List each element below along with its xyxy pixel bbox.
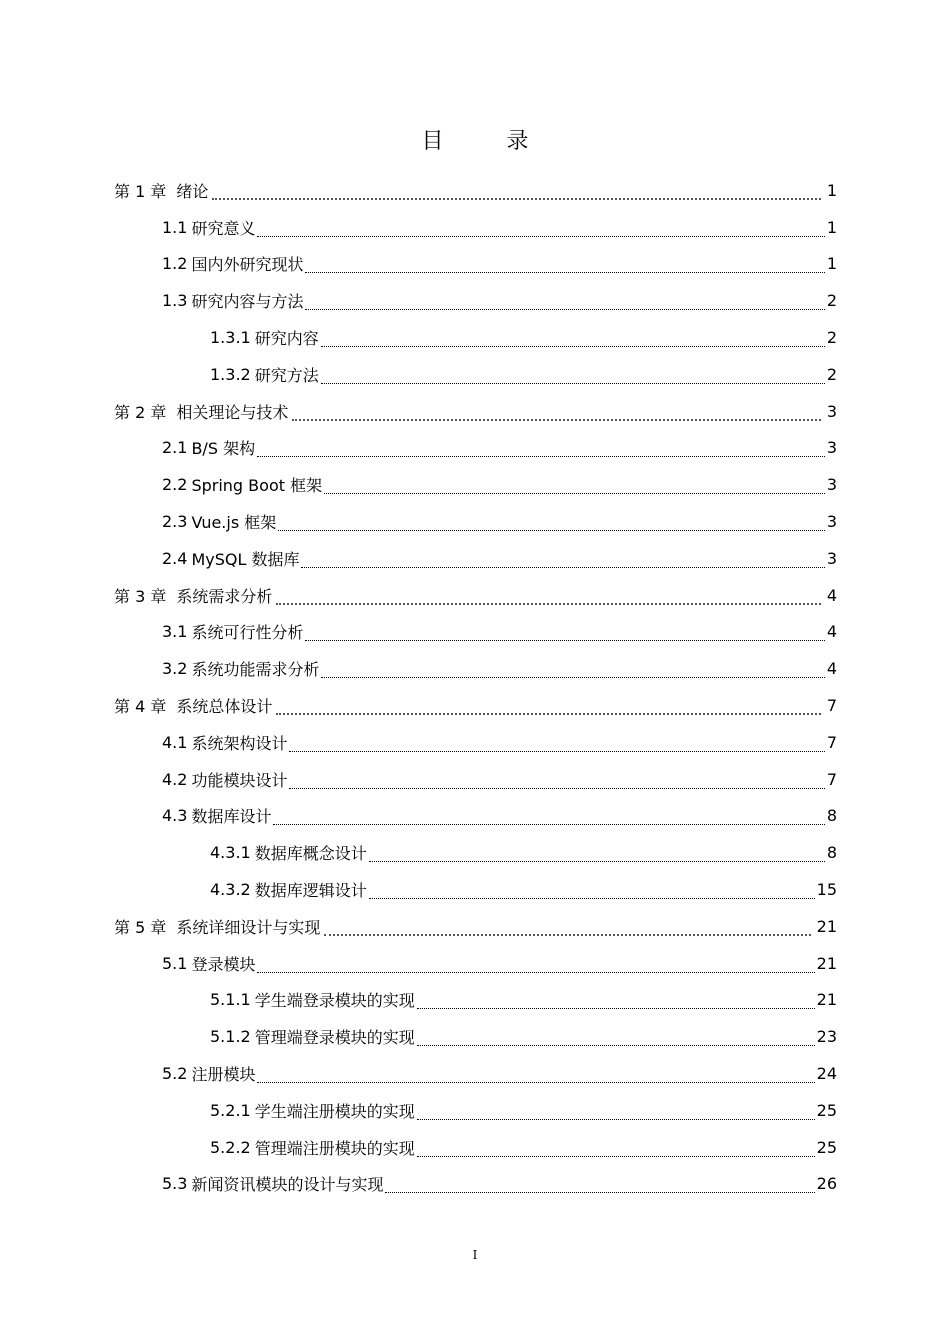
toc-entry-label: 注册模块 [191,1065,256,1085]
toc-entry-number: 5.2.1 [210,1100,251,1120]
toc-entry-label: 研究内容与方法 [191,292,304,312]
dot-leader [305,639,824,641]
toc-entry-label: 管理端登录模块的实现 [254,1028,415,1048]
dot-leader [324,933,810,936]
toc-entry-label: 系统总体设计 [176,697,273,717]
toc-entry-page: 26 [816,1174,837,1194]
toc-entry-number: 4.3 [162,806,188,826]
dot-leader [321,382,825,384]
toc-entry-page: 3 [826,438,837,458]
toc-entry-number: 4.3.1 [210,843,251,863]
toc-entry-label: 新闻资讯模块的设计与实现 [191,1175,384,1195]
toc-entry-label: 绪论 [176,181,209,201]
toc-section-entry[interactable] [114,834,837,871]
toc-entry-number: 1.1 [162,217,188,237]
toc-entry-page: 4 [826,585,837,605]
dot-leader [273,823,824,825]
toc-entry-page: 8 [826,806,837,826]
toc-chapter-entry[interactable] [114,908,837,945]
toc-entry-page: 24 [816,1064,837,1084]
dot-leader [417,1007,815,1009]
toc-entry-page: 21 [816,953,837,973]
toc-entry-label: 数据库逻辑设计 [254,881,367,901]
toc-entry-label: Spring Boot 框架 [191,476,323,496]
toc-entry-number: 2.1 [162,438,188,458]
toc-entry-page: 1 [826,254,837,274]
toc-entry-label: 数据库概念设计 [254,844,367,864]
toc-entry-number: 第 1 章 [114,181,167,201]
toc-entry-page: 2 [826,328,837,348]
toc-entry-number: 5.2 [162,1064,188,1084]
toc-section-entry[interactable] [114,798,837,835]
dot-leader [369,897,815,899]
toc-entry-label: 系统需求分析 [176,586,273,606]
toc-entry-number: 第 4 章 [114,697,167,717]
toc-entry-page: 4 [826,622,837,642]
page-number: I [472,1248,478,1262]
toc-entry-label: 学生端注册模块的实现 [254,1101,415,1121]
dot-leader [276,712,820,715]
toc-entry-number: 5.1 [162,953,188,973]
toc-entry-page: 4 [826,659,837,679]
toc-entry-page: 21 [816,916,837,936]
toc-entry-page: 3 [826,401,837,421]
toc-entry-label: 研究内容 [254,329,319,349]
toc-entry-label: 系统可行性分析 [191,623,304,643]
toc-section-entry[interactable] [114,1092,837,1129]
toc-entry-page: 1 [826,217,837,237]
toc-entry-number: 1.2 [162,254,188,274]
toc-section-entry[interactable] [114,724,837,761]
toc-entry-page: 21 [816,990,837,1010]
toc-entry-page: 7 [826,696,837,716]
toc-entry-page: 3 [826,548,837,568]
toc-entry-page: 25 [816,1100,837,1120]
toc-entry-number: 4.2 [162,769,188,789]
toc-entry-number: 第 3 章 [114,586,167,606]
toc-entry-page: 8 [826,843,837,863]
toc-entry-label: 研究意义 [191,218,256,238]
toc-section-entry[interactable] [114,282,837,319]
toc-entry-number: 4.1 [162,732,188,752]
dot-leader [417,1044,815,1046]
toc-entry-number: 2.2 [162,475,188,495]
dot-leader [305,308,824,310]
dot-leader [289,787,824,789]
toc-entry-number: 1.3.2 [210,364,251,384]
dot-leader [324,492,825,494]
toc-entry-label: 系统架构设计 [191,733,288,753]
toc-section-entry[interactable] [114,1055,837,1092]
toc-section-entry[interactable] [114,430,837,467]
dot-leader [385,1191,814,1193]
toc-entry-page: 1 [826,180,837,200]
dot-leader [321,345,825,347]
toc-entry-label: B/S 架构 [191,439,256,459]
toc-entry-number: 5.1.1 [210,990,251,1010]
toc-entry-number: 3.2 [162,659,188,679]
toc-entry-number: 5.3 [162,1174,188,1194]
toc-entry-page: 7 [826,769,837,789]
toc-entry-number: 3.1 [162,622,188,642]
toc-chapter-entry[interactable] [114,393,837,430]
toc-entry-label: 登录模块 [191,954,256,974]
toc-section-entry[interactable] [114,982,837,1019]
dot-leader [257,1081,814,1083]
dot-leader [257,235,824,237]
toc-entry-label: Vue.js 框架 [191,513,277,533]
toc-entry-page: 23 [816,1027,837,1047]
toc-section-entry[interactable] [114,540,837,577]
toc-entry-number: 第 5 章 [114,917,167,937]
toc-section-entry[interactable] [114,246,837,283]
toc-entry-label: 系统功能需求分析 [191,660,320,680]
toc-section-entry[interactable] [114,614,837,651]
toc-entry-page: 3 [826,475,837,495]
dot-leader [305,271,824,273]
toc-entry-page: 2 [826,291,837,311]
toc-entry-label: 学生端登录模块的实现 [254,991,415,1011]
toc-entry-label: 功能模块设计 [191,770,288,790]
toc-section-entry[interactable] [114,761,837,798]
toc-entry-number: 第 2 章 [114,402,167,422]
toc-section-entry[interactable] [114,650,837,687]
toc-entry-number: 2.3 [162,512,188,532]
toc-entry-number: 1.3 [162,291,188,311]
dot-leader [278,529,825,531]
toc-title: 目 录 [421,129,557,154]
toc-entry-label: 研究方法 [254,365,319,385]
toc-entry-page: 7 [826,732,837,752]
toc-entry-number: 2.4 [162,548,188,568]
table-of-contents [114,172,837,1202]
toc-section-entry[interactable] [114,503,837,540]
toc-chapter-entry[interactable] [114,172,837,209]
toc-section-entry[interactable] [114,1018,837,1055]
toc-section-entry[interactable] [114,466,837,503]
toc-entry-label: 相关理论与技术 [176,402,289,422]
dot-leader [301,566,824,568]
toc-section-entry[interactable] [114,1129,837,1166]
toc-entry-page: 25 [816,1137,837,1157]
dot-leader [417,1155,815,1157]
toc-section-entry[interactable] [114,356,837,393]
toc-entry-label: 管理端注册模块的实现 [254,1138,415,1158]
dot-leader [212,197,820,200]
toc-entry-label: 系统详细设计与实现 [176,917,321,937]
toc-entry-label: 国内外研究现状 [191,255,304,275]
dot-leader [321,676,824,678]
toc-entry-number: 4.3.2 [210,880,251,900]
toc-section-entry[interactable] [114,319,837,356]
dot-leader [292,418,820,421]
toc-entry-page: 15 [816,880,837,900]
dot-leader [417,1118,815,1120]
dot-leader [369,860,825,862]
dot-leader [257,455,825,457]
toc-section-entry[interactable] [114,209,837,246]
toc-entry-number: 1.3.1 [210,328,251,348]
dot-leader [289,750,824,752]
toc-chapter-entry[interactable] [114,577,837,614]
toc-chapter-entry[interactable] [114,687,837,724]
toc-entry-page: 3 [826,512,837,532]
toc-entry-number: 5.2.2 [210,1137,251,1157]
dot-leader [276,602,820,605]
toc-entry-number: 5.1.2 [210,1027,251,1047]
toc-entry-label: 数据库设计 [191,807,272,827]
toc-entry-page: 2 [826,364,837,384]
toc-section-entry[interactable] [114,871,837,908]
toc-entry-label: MySQL 数据库 [191,549,300,569]
dot-leader [257,971,814,973]
toc-section-entry[interactable] [114,945,837,982]
toc-section-entry[interactable] [114,1166,837,1203]
